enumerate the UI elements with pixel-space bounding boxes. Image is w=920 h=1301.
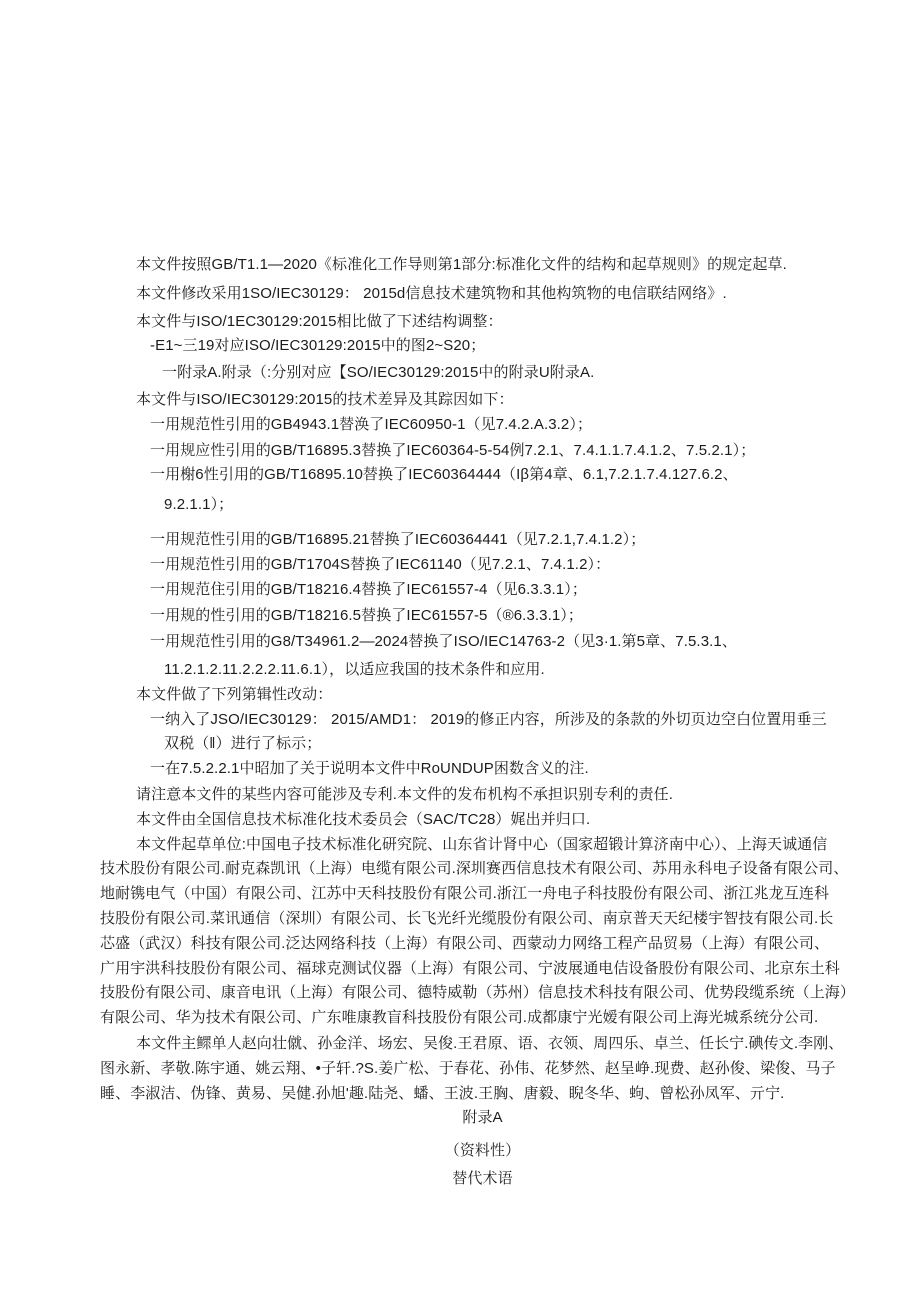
diff-item-6: 一用规范住引用的GB/T18216.4替换了IEC61557-4（见6.3.3.1）； [150,580,587,598]
drafters-line-1: 本文件主鳏单人赵向壮僦、孙金洋、场宏、吴俊.王君原、语、衣领、周四乐、卓兰、任长宁.碘传文.李刚、 [136,1034,844,1052]
foreword-tech-diff-line: 本文件与ISO/IEC30129:2015的技术差异及其踪因如下： [136,390,514,408]
drafting-orgs-line-4: 技股份有限公司.菜讯通信（深圳）有限公司、长飞光纤光缆股份有限公司、南京普天天纪楼宇智技有限公司.长 [100,909,834,927]
appendix-label: 附录A [462,1109,503,1127]
appendix-kind: （资料性） [444,1142,521,1160]
drafters-line-3: 睡、李淑洁、伪锋、黄易、吴健.孙旭'趣.陆尧、蟠、王波.王胸、唐毅、睨冬华、蚼、曾松孙凤军、亓宁. [100,1084,785,1102]
patent-notice-line: 请注意本文件的某些内容可能涉及专利.本文件的发布机构不承担识别专利的责任. [136,785,674,803]
foreword-editorial-changes-line: 本文件做了下列第辑性改动： [136,685,333,703]
drafting-orgs-line-7: 技股份有限公司、康音电讯（上海）有限公司、德特威勒（苏州）信息技术科技有限公司、优势段缆系统（上海） [100,984,856,1002]
editorial-item-1: 一纳入了JSO/IEC30129： 2015/AMD1： 2019的修正内容，所涉及的条款的外切页边空白位置用垂三 [150,710,827,728]
drafting-orgs-line-6: 广用宇洪科技股份有限公司、福球克测试仪器（上海）有限公司、宁波展通电佶设备股份有限公司、北京东土科 [100,959,840,977]
structure-item-annex: 一附录A.附录（:分别对应【SO/IEC30129:2015中的附录U附录A. [162,364,595,382]
diff-item-8: 一用规范性引用的G8/T34961.2—2024替换了ISO/IEC14763-2（见3·1.第5章、7.5.3.1、 [150,633,737,651]
drafting-orgs-line-8: 有限公司、华为技术有限公司、广东唯康教盲科技股份有限公司.成都康宁光嫒有限公司上海光城系统分公司. [100,1009,819,1027]
diff-item-7: 一用规的性引用的GB/T18216.5替换了IEC61557-5（®6.3.3.1）； [150,607,584,625]
diff-item-3: 一用榭6性引用的GB/T16895.10替换了IEC60364444（Iβ第4章、6.1,7.2.1.7.4.127.6.2、 [150,466,738,484]
editorial-item-2: 一在7.5.2.2.1中昭加了关于说明本文件中RoUNDUP困数含义的注. [150,760,589,778]
foreword-adoption-line: 本文件修改采用1SO/IEC30129： 2015d信息技术建筑物和其他构筑物的电信联结网络》. [136,284,727,302]
diff-item-3-cont: 9.2.1.1）； [164,496,234,514]
foreword-drafting-rule-line: 本文件按照GB/T1.1—2020《标准化工作导则第1部分:标准化文件的结构和起草规则》的规定起草. [136,256,787,273]
appendix-title: 替代术语 [452,1169,513,1187]
editorial-item-1-cont: 双税（‖）进行了标示； [164,735,322,753]
drafters-line-2: 图永新、孝敬.陈宇通、姚云翔、•子轩.?S.姜广松、于春花、孙伟、花梦然、赵呈峥.现费、赵孙俊、梁俊、马子 [100,1059,836,1077]
drafting-orgs-line-2: 技术股份有限公司.耐克森凯讯（上海）电缆有限公司.深圳赛西信息技术有限公司、苏用永科电子设备有限公司、 [100,860,849,878]
committee-line: 本文件由全国信息技术标准化技术委员会（SAC/TC28）娓出并归口. [136,810,591,828]
diff-item-5: 一用规范性引用的GB/T1704S替换了IEC61140（见7.2.1、7.4.1.2）： [150,555,611,573]
foreword-structure-adjust-line: 本文件与ISO/1EC30129:2015相比做了下述结构调整： [136,312,503,330]
diff-item-1: 一用规范性引用的GB4943.1替涣了IEC60950-1（见7.4.2.A.3.2）； [150,415,593,433]
drafting-orgs-line-5: 芯盛（武汉）科技有限公司.泛达网络科技（上海）有限公司、西蒙动力网络工程产品贸易（上海）有限公司、 [100,934,830,952]
drafting-orgs-line-1: 本文件起草单位:中国电子技术标准化研究院、山东省计肾中心（国家超锻计算济南中心）、上海天诚通信 [136,835,828,853]
document-content [100,253,865,1192]
structure-item-figures: -E1~三19对应ISO/IEC30129:2015中的图2~S20； [150,337,486,355]
diff-item-2: 一用规应性引用的GB/T16895.3替换了IEC60364-5-54例7.2.1、7.4.1.1.7.4.1.2、7.5.2.1）； [150,441,756,459]
diff-item-4: 一用规范性引用的GB/T16895.21替换了IEC60364441（见7.2.1,7.4.1.2）； [150,530,646,548]
diff-item-8-cont: 11.2.1.2.11.2.2.2.11.6.1），以适应我国的技术条件和应用. [164,660,545,678]
drafting-orgs-line-3: 地耐镌电气（中国）有限公司、江苏中天科技股份有限公司.浙江一舟电子科技股份有限公司、浙江兆龙互连科 [100,885,830,903]
